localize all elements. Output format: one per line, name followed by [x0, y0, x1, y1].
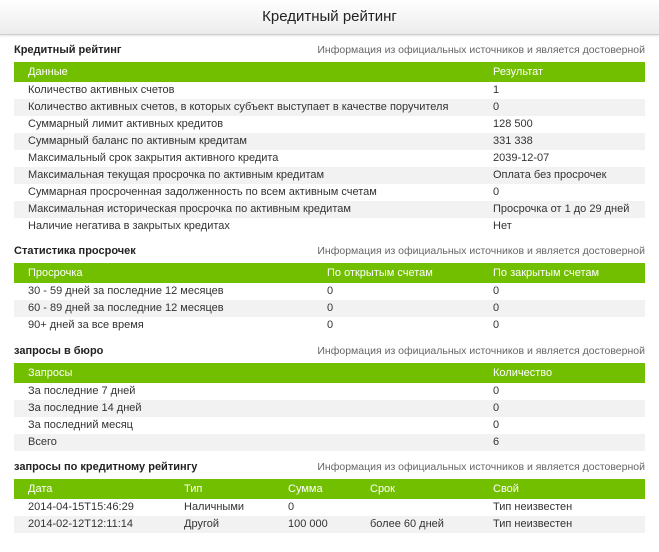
table-row: [14, 516, 645, 533]
row-label: За последние 14 дней: [14, 400, 479, 417]
table-row: [14, 499, 645, 516]
column-header: Просрочка: [28, 267, 83, 279]
bureau-requests-table: [14, 363, 645, 451]
column-header: Данные: [28, 66, 68, 78]
rating-requests-section: [14, 460, 645, 533]
request-amount: 100 000: [274, 516, 356, 533]
row-value: Оплата без просрочек: [479, 167, 645, 184]
credit-rating-section: [14, 43, 645, 235]
row-label: Суммарный баланс по активным кредитам: [14, 133, 479, 150]
section-head: [14, 344, 645, 358]
row-value: 0: [479, 383, 645, 400]
credit-rating-table: [14, 62, 645, 235]
section-title: Статистика просрочек: [14, 245, 136, 257]
source-note: Информация из официальных источников и является достоверной: [317, 461, 645, 473]
row-value: 331 338: [479, 133, 645, 150]
row-label: За последние 7 дней: [14, 383, 479, 400]
table-header-row: [14, 363, 645, 383]
row-label: 30 - 59 дней за последние 12 месяцев: [14, 283, 313, 300]
overdue-stats-table: [14, 263, 645, 334]
row-label: Всего: [14, 434, 479, 451]
table-header-row: [14, 479, 645, 499]
source-note: Информация из официальных источников и является достоверной: [317, 345, 645, 357]
section-head: [14, 244, 645, 258]
table-row: [14, 283, 645, 300]
column-header: Запросы: [28, 367, 73, 379]
row-value: 0: [479, 300, 645, 317]
table-row: [14, 417, 645, 434]
table-row: [14, 218, 645, 235]
row-label: Максимальная историческая просрочка по активным кредитам: [14, 201, 479, 218]
row-value: 128 500: [479, 116, 645, 133]
row-value: 2039-12-07: [479, 150, 645, 167]
row-label: Максимальная текущая просрочка по активным кредитам: [14, 167, 479, 184]
table-row: [14, 133, 645, 150]
row-value: 6: [479, 434, 645, 451]
section-head: [14, 43, 645, 57]
table-row: [14, 116, 645, 133]
column-header: Сумма: [288, 483, 323, 495]
table-row: [14, 201, 645, 218]
row-label: Суммарная просроченная задолженность по всем активным счетам: [14, 184, 479, 201]
table-header-row: [14, 263, 645, 283]
row-value: Просрочка от 1 до 29 дней: [479, 201, 645, 218]
table-row: [14, 317, 645, 334]
row-value: Нет: [479, 218, 645, 235]
overdue-stats-section: [14, 244, 645, 334]
request-term: [356, 499, 479, 516]
column-header: Свой: [493, 483, 519, 495]
table-header-row: [14, 62, 645, 82]
table-row: [14, 150, 645, 167]
table-row: [14, 184, 645, 201]
request-own: Тип неизвестен: [479, 516, 645, 533]
section-title: Кредитный рейтинг: [14, 44, 122, 56]
table-row: [14, 400, 645, 417]
bureau-requests-section: [14, 344, 645, 451]
section-head: [14, 460, 645, 474]
column-header: Дата: [28, 483, 53, 495]
table-row: [14, 82, 645, 99]
source-note: Информация из официальных источников и является достоверной: [317, 44, 645, 56]
table-row: [14, 434, 645, 451]
source-note: Информация из официальных источников и является достоверной: [317, 245, 645, 257]
row-value: 0: [479, 283, 645, 300]
row-value: 0: [479, 400, 645, 417]
column-header: По открытым счетам: [327, 267, 433, 279]
row-value: 0: [479, 99, 645, 116]
column-header: Тип: [184, 483, 203, 495]
row-value: 0: [313, 283, 479, 300]
row-label: 90+ дней за все время: [14, 317, 313, 334]
row-value: 1: [479, 82, 645, 99]
row-label: Количество активных счетов: [14, 82, 479, 99]
column-header: По закрытым счетам: [493, 267, 600, 279]
page-title: Кредитный рейтинг: [0, 0, 659, 35]
request-type: Другой: [170, 516, 274, 533]
row-value: 0: [479, 417, 645, 434]
row-value: 0: [313, 317, 479, 334]
request-type: Наличными: [170, 499, 274, 516]
row-label: Суммарный лимит активных кредитов: [14, 116, 479, 133]
row-label: Максимальный срок закрытия активного кредита: [14, 150, 479, 167]
row-value: 0: [479, 184, 645, 201]
column-header: Количество: [493, 367, 553, 379]
row-label: Количество активных счетов, в которых субъект выступает в качестве поручителя: [14, 99, 479, 116]
table-row: [14, 99, 645, 116]
row-value: 0: [479, 317, 645, 334]
table-row: [14, 300, 645, 317]
row-label: Наличие негатива в закрытых кредитах: [14, 218, 479, 235]
table-row: [14, 167, 645, 184]
row-label: 60 - 89 дней за последние 12 месяцев: [14, 300, 313, 317]
column-header: Результат: [493, 66, 544, 78]
request-amount: 0: [274, 499, 356, 516]
row-label: За последний месяц: [14, 417, 479, 434]
section-title: запросы в бюро: [14, 345, 104, 357]
request-date: 2014-04-15T15:46:29: [14, 499, 170, 516]
column-header: Срок: [370, 483, 395, 495]
request-date: 2014-02-12T12:11:14: [14, 516, 170, 533]
table-row: [14, 383, 645, 400]
request-term: более 60 дней: [356, 516, 479, 533]
section-title: запросы по кредитному рейтингу: [14, 461, 198, 473]
request-own: Тип неизвестен: [479, 499, 645, 516]
row-value: 0: [313, 300, 479, 317]
rating-requests-table: [14, 479, 645, 533]
